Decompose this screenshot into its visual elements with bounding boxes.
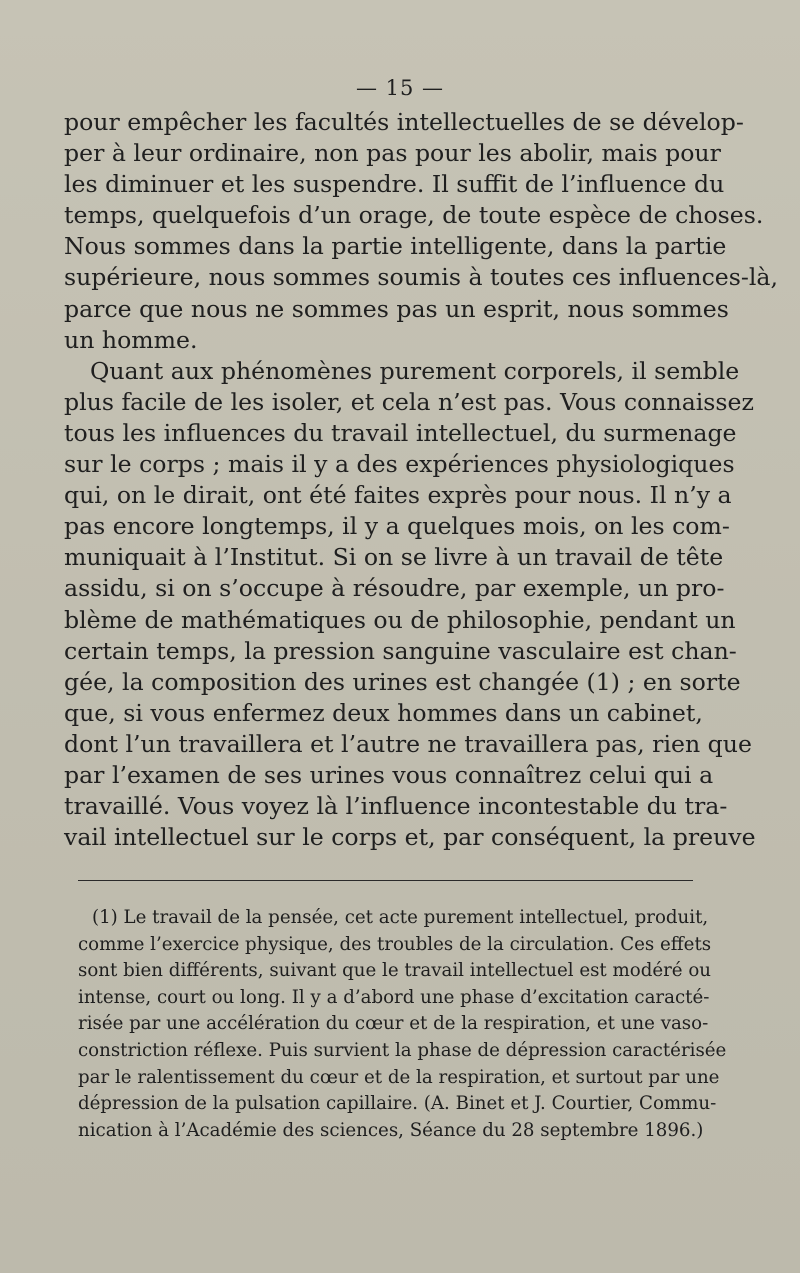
footnote-line: risée par une accélération du cœur et de la respiration, et une vaso- [78, 1013, 709, 1035]
text-line: tous les influences du travail intellectuel, du surmenage [64, 418, 737, 447]
footnote-line: constriction réflexe. Puis survient la phase de dépression caractérisée [78, 1039, 727, 1061]
text-line: qui, on le dirait, ont été faites exprès pour nous. Il n’y a [64, 481, 732, 510]
text-line: assidu, si on s’occupe à résoudre, par exemple, un pro- [64, 574, 725, 603]
text-line: par l’examen de ses urines vous connaîtrez celui qui a [64, 760, 714, 789]
text-line: certain temps, la pression sanguine vasculaire est chan- [64, 636, 737, 665]
text-line: travaillé. Vous voyez là l’influence incontestable du tra- [64, 792, 728, 821]
footnote-line: comme l’exercice physique, des troubles de la circulation. Ces effets [78, 933, 712, 955]
text-line: muniquait à l’Institut. Si on se livre à un travail de tête [64, 543, 724, 572]
text-line: un homme. [64, 325, 198, 354]
footnote-line: nication à l’Académie des sciences, Séance du 28 septembre 1896.) [78, 1119, 704, 1141]
footnote-line: sont bien différents, suivant que le travail intellectuel est modéré ou [78, 960, 712, 982]
text-line: les diminuer et les suspendre. Il suffit de l’influence du [64, 170, 725, 199]
footnote-line: dépression de la pulsation capillaire. (A. Binet et J. Courtier, Commu- [78, 1093, 717, 1115]
page-number: — 15 — [355, 76, 445, 100]
footnote [78, 905, 727, 1144]
text-line: per à leur ordinaire, non pas pour les abolir, mais pour [64, 139, 721, 168]
main-text [64, 107, 778, 853]
text-line: Quant aux phénomènes purement corporels, il semble [90, 356, 740, 385]
footnote-divider [78, 880, 693, 881]
text-line: parce que nous ne sommes pas un esprit, nous sommes [64, 294, 729, 323]
text-line: blème de mathématiques ou de philosophie, pendant un [64, 605, 736, 634]
text-line: pas encore longtemps, il y a quelques mois, on les com- [64, 512, 730, 541]
text-line: gée, la composition des urines est changée (1) ; en sorte [64, 667, 741, 696]
text-line: sur le corps ; mais il y a des expériences physiologiques [64, 450, 735, 479]
text-line: plus facile de les isoler, et cela n’est pas. Vous connaissez [64, 387, 754, 416]
text-line: dont l’un travaillera et l’autre ne travaillera pas, rien que [64, 729, 752, 758]
footnote-line: intense, court ou long. Il y a d’abord une phase d’excitation caracté- [78, 986, 710, 1008]
footnote-line: par le ralentissement du cœur et de la respiration, et surtout par une [78, 1066, 720, 1088]
text-line: pour empêcher les facultés intellectuelles de se dévelop- [64, 108, 744, 136]
text-line: Nous sommes dans la partie intelligente, dans la partie [64, 232, 727, 261]
text-line: supérieure, nous sommes soumis à toutes ces influences-là, [64, 263, 778, 292]
text-line: temps, quelquefois d’un orage, de toute espèce de choses. [64, 201, 764, 230]
text-line: que, si vous enfermez deux hommes dans un cabinet, [64, 698, 703, 727]
footnote-line: (1) Le travail de la pensée, cet acte purement intellectuel, produit, [92, 907, 709, 928]
text-line: vail intellectuel sur le corps et, par conséquent, la preuve [64, 823, 756, 852]
